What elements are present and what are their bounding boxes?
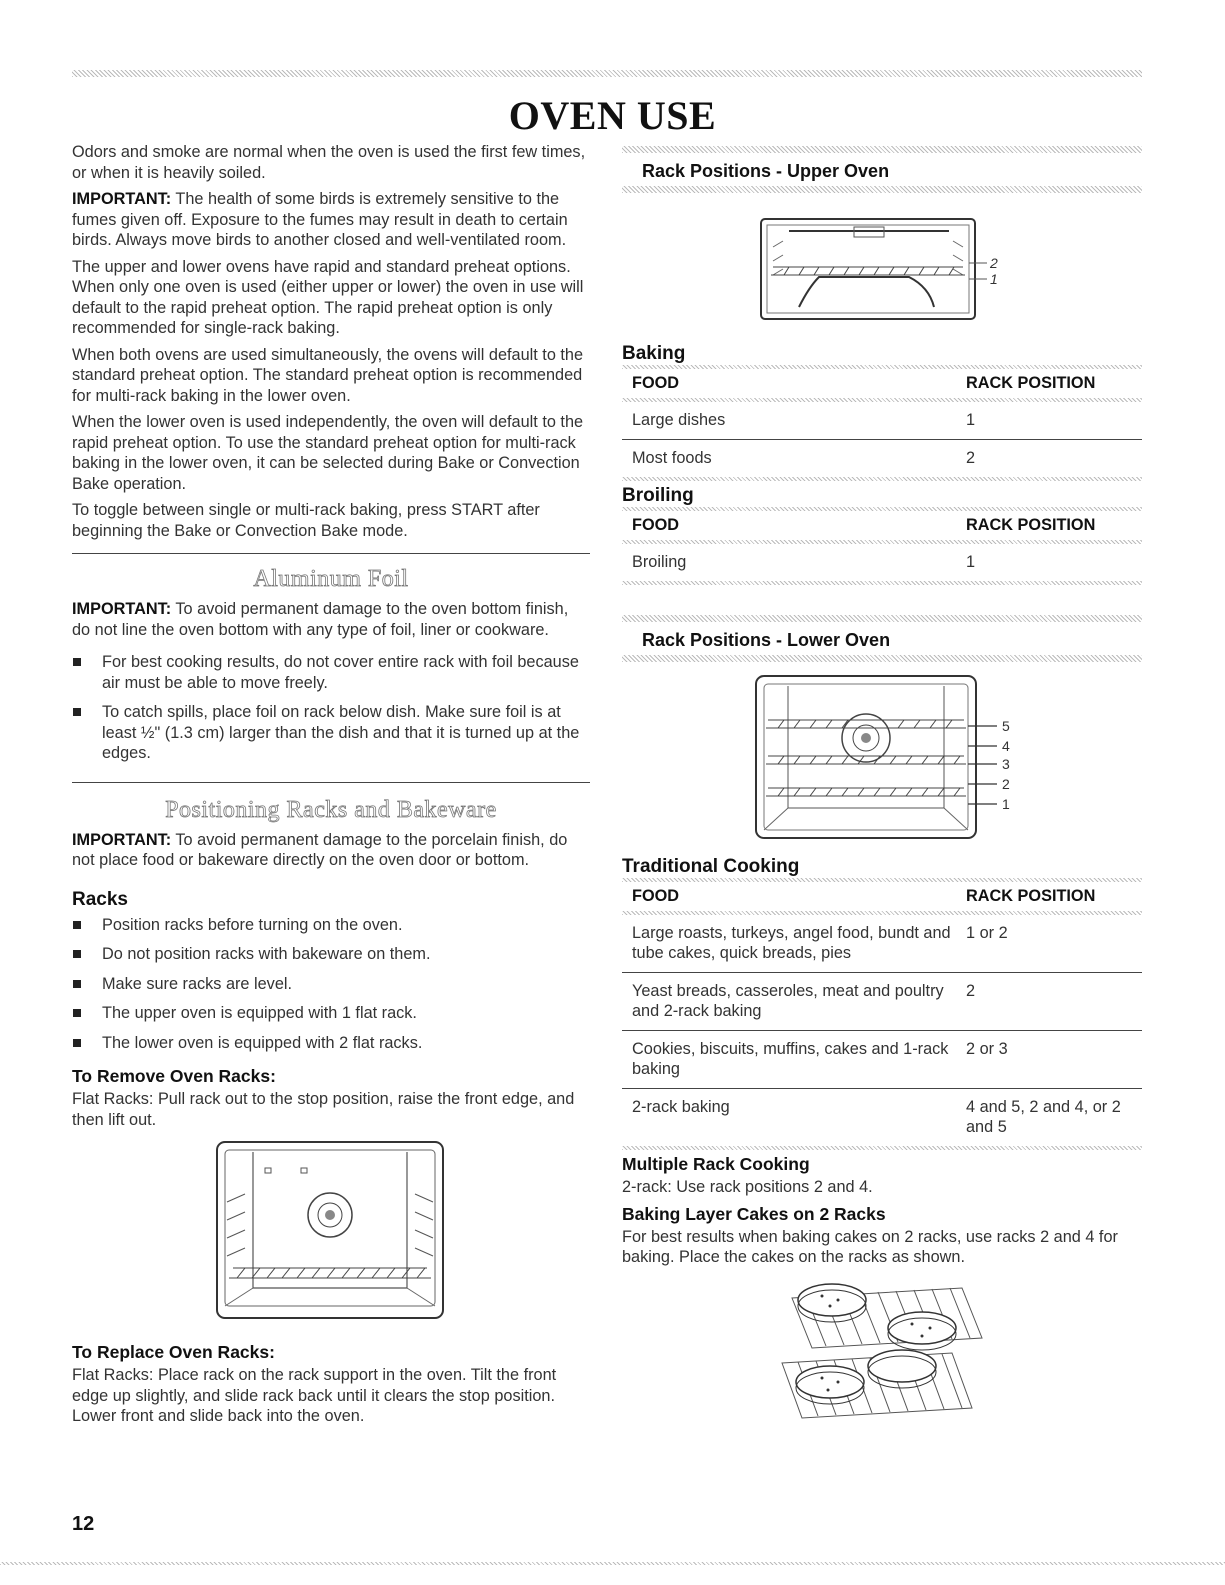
- rack-cell: 1: [964, 402, 1142, 440]
- section-divider: [72, 553, 590, 554]
- table-header-row: [622, 511, 1142, 540]
- page-title: OVEN USE: [508, 93, 717, 138]
- list-item: Do not position racks with bakeware on them.: [72, 944, 590, 965]
- baking-heading: Baking: [622, 343, 686, 364]
- food-column-header: FOOD: [632, 516, 680, 534]
- layer-cakes-illustration: [772, 1278, 992, 1428]
- food-cell: Most foods: [632, 449, 712, 467]
- rack-label-1: 1: [990, 271, 998, 287]
- important-label: IMPORTANT:: [72, 600, 172, 618]
- list-item: The upper oven is equipped with 1 flat rack.: [72, 1003, 590, 1024]
- important-text: The health of some birds is extremely sensitive to the fumes given off. Exposure to the fumes may result in death to certain birds. Always move birds to another closed and well-ventilated room.: [72, 190, 568, 249]
- table-header-row: [622, 369, 1142, 398]
- foil-important: [72, 599, 590, 640]
- important-label: IMPORTANT:: [72, 830, 172, 849]
- list-item: The lower oven is equipped with 2 flat racks.: [72, 1033, 590, 1054]
- table-row: [622, 440, 1142, 478]
- list-item: Make sure racks are level.: [72, 974, 590, 995]
- positioning-important: [72, 830, 590, 871]
- lower-oven-rack-diagram: [754, 674, 1024, 842]
- panel-top-rule: [622, 615, 1142, 622]
- layer-cakes-text: For best results when baking cakes on 2 racks, use racks 2 and 4 for baking. Place the cakes on the racks as shown.: [622, 1227, 1118, 1266]
- section-divider: [72, 782, 590, 783]
- upper-oven-rack-diagram: [759, 217, 1019, 327]
- rack-position-column-header: RACK POSITION: [966, 516, 1096, 534]
- intro-odors: Odors and smoke are normal when the oven is used the first few times, or when it is heavily soiled.: [72, 143, 586, 182]
- food-cell: Cookies, biscuits, muffins, cakes and 1-rack baking: [622, 1031, 964, 1089]
- rack-label-1: 1: [1002, 796, 1010, 812]
- intro-lower-oven: When the lower oven is used independently, the oven will default to the rapid preheat option. To use the standard preheat option for multi-rack baking in the lower oven, it can be selected during Bake or Convection Bake operation.: [72, 413, 584, 493]
- top-divider: [72, 70, 1142, 77]
- broiling-heading: Broiling: [622, 485, 694, 506]
- lower-oven-panel-title: Rack Positions - Lower Oven: [642, 630, 891, 650]
- list-item: To catch spills, place foil on rack below dish. Make sure foil is at least ½" (1.3 cm) larger than the dish and that it is turned up at the edges.: [72, 702, 590, 764]
- panel-rule: [622, 186, 1142, 193]
- table-rule: [622, 581, 1142, 585]
- food-cell: Large roasts, turkeys, angel food, bundt and tube cakes, quick breads, pies: [622, 915, 964, 973]
- table-row: [622, 973, 1142, 1031]
- panel-rule: [622, 655, 1142, 662]
- rack-cell: 2: [966, 449, 976, 467]
- table-rule: [622, 1146, 1142, 1150]
- important-label: IMPORTANT:: [72, 190, 172, 208]
- rack-cell: 4 and 5, 2 and 4, or 2 and 5: [966, 1098, 1121, 1136]
- multiple-rack-heading: Multiple Rack Cooking: [622, 1154, 810, 1174]
- food-cell: 2-rack baking: [632, 1098, 730, 1116]
- rack-label-4: 4: [1002, 738, 1010, 754]
- traditional-cooking-table: [622, 882, 1142, 1146]
- table-row: [622, 544, 1142, 581]
- remove-racks-text: Flat Racks: Pull rack out to the stop position, raise the front edge, and then lift out.: [72, 1090, 575, 1129]
- rack-cell: 2: [964, 973, 1142, 1031]
- intro-preheat: The upper and lower ovens have rapid and standard preheat options. When only one oven is used (either upper or lower) the oven in use will default to the rapid preheat option. The rapid preheat option is only recommended for single-rack baking.: [72, 257, 584, 337]
- table-row: [622, 402, 1142, 440]
- rack-label-5: 5: [1002, 718, 1010, 734]
- layer-cakes-heading: Baking Layer Cakes on 2 Racks: [622, 1203, 886, 1224]
- rack-label-2: 2: [990, 255, 998, 271]
- intro-both-ovens: When both ovens are used simultaneously, the ovens will default to the standard preheat option. The standard preheat option is recommended for multi-rack baking in the lower oven.: [72, 345, 584, 405]
- bottom-divider: [0, 1562, 1225, 1565]
- remove-racks-heading: To Remove Oven Racks:: [72, 1066, 276, 1086]
- oven-rack-removal-illustration: [215, 1140, 445, 1322]
- broiling-table: [622, 511, 1142, 581]
- rack-cell: 2 or 3: [964, 1031, 1142, 1089]
- food-cell: Large dishes: [622, 402, 964, 440]
- positioning-heading: Positioning Racks and Bakeware: [165, 796, 497, 823]
- rack-label-2: 2: [1002, 776, 1010, 792]
- racks-list: [72, 915, 590, 1054]
- foil-heading: Aluminum Foil: [253, 566, 409, 592]
- intro-important: [72, 189, 590, 251]
- page-number: 12: [72, 1513, 95, 1535]
- racks-heading: Racks: [72, 888, 128, 910]
- table-row: [622, 1031, 1142, 1089]
- rack-label-3: 3: [1002, 756, 1010, 772]
- food-column-header: FOOD: [632, 374, 680, 392]
- table-rule: [622, 477, 1142, 481]
- intro-toggle: To toggle between single or multi-rack baking, press START after beginning the Bake or Convection Bake mode.: [72, 501, 540, 540]
- table-row: [622, 1089, 1142, 1147]
- important-text: To avoid permanent damage to the porcelain finish, do not place food or bakeware directly on the oven door or bottom.: [72, 830, 568, 869]
- replace-racks-heading: To Replace Oven Racks:: [72, 1342, 275, 1362]
- food-cell: Broiling: [632, 553, 687, 571]
- replace-racks-text: Flat Racks: Place rack on the rack support in the oven. Tilt the front edge up slightly, and slide rack back until it clears the stop position. Lower front and slide back into the oven.: [72, 1366, 557, 1425]
- multiple-rack-text: 2-rack: Use rack positions 2 and 4.: [622, 1178, 873, 1196]
- panel-top-rule: [622, 146, 1142, 153]
- rack-cell: 1 or 2: [964, 915, 1142, 973]
- left-column: [72, 142, 590, 1433]
- upper-oven-panel-title: Rack Positions - Upper Oven: [642, 161, 890, 181]
- food-column-header: FOOD: [632, 887, 680, 905]
- list-item: Position racks before turning on the oven.: [72, 915, 590, 936]
- rack-position-column-header: RACK POSITION: [966, 374, 1096, 392]
- list-item: For best cooking results, do not cover entire rack with foil because air must be able to move freely.: [72, 652, 590, 693]
- baking-table: [622, 369, 1142, 477]
- table-row: [622, 915, 1142, 973]
- right-column: [622, 142, 1142, 1428]
- rack-position-column-header: RACK POSITION: [966, 887, 1096, 905]
- important-text: To avoid permanent damage to the oven bottom finish, do not line the oven bottom with any type of foil, liner or cookware.: [72, 600, 569, 639]
- foil-list: [72, 652, 590, 764]
- food-cell: Yeast breads, casseroles, meat and poultry and 2-rack baking: [622, 973, 964, 1031]
- rack-cell: 1: [966, 553, 976, 571]
- traditional-cooking-heading: Traditional Cooking: [622, 856, 800, 877]
- table-header-row: [622, 882, 1142, 911]
